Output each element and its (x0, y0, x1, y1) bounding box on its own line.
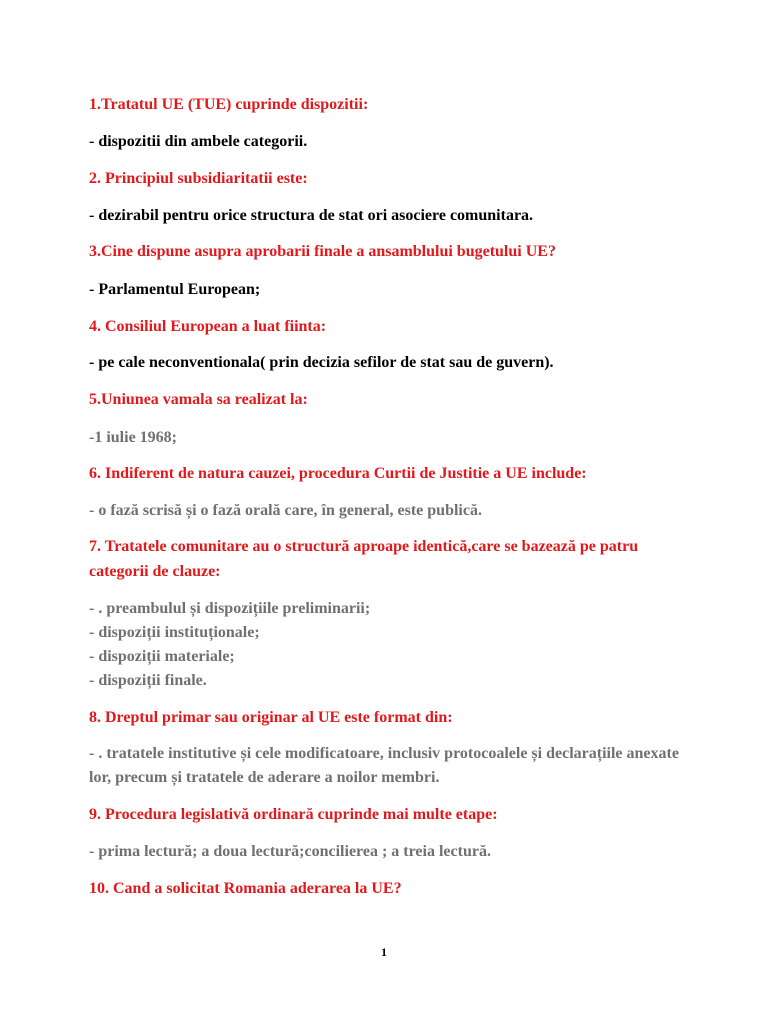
answer-8-line-2: lor, precum și tratatele de aderare a noilor membri. (89, 769, 440, 786)
answer-2: - dezirabil pentru orice structura de stat ori asociere comunitara. (89, 207, 534, 224)
answer-3: - Parlamentul European; (89, 281, 261, 298)
answer-4: - pe cale neconventionala( prin decizia sefilor de stat sau de guvern). (89, 354, 554, 371)
question-6: 6. Indiferent de natura cauzei, procedura Curtii de Justitie a UE include: (89, 465, 587, 482)
answer-5: -1 iulie 1968; (89, 429, 177, 446)
answer-9: - prima lectură; a doua lectură;concilierea ; a treia lectură. (89, 843, 491, 860)
answer-7-item-2: - dispoziții instituționale; (89, 624, 260, 641)
answer-6: - o fază scrisă și o fază orală care, în general, este publică. (89, 502, 482, 519)
answer-7-item-3: - dispoziții materiale; (89, 648, 235, 665)
question-1: 1.Tratatul UE (TUE) cuprinde dispozitii: (89, 96, 369, 113)
page-number: 1 (381, 945, 387, 959)
question-7-line-2: categorii de clauze: (89, 563, 221, 580)
question-2: 2. Principiul subsidiaritatii este: (89, 170, 308, 187)
question-7-line-1: 7. Tratatele comunitare au o structură aproape identică,care se bazează pe patru (89, 538, 639, 555)
question-9: 9. Procedura legislativă ordinară cuprinde mai multe etape: (89, 806, 498, 823)
question-4: 4. Consiliul European a luat fiinta: (89, 318, 327, 335)
answer-1: - dispozitii din ambele categorii. (89, 133, 308, 150)
question-8: 8. Dreptul primar sau originar al UE este format din: (89, 709, 453, 726)
answer-8-line-1: - . tratatele institutive și cele modificatoare, inclusiv protocoalele și declarațiile anexate (89, 745, 679, 762)
answer-7-item-4: - dispoziții finale. (89, 672, 207, 689)
question-3: 3.Cine dispune asupra aprobarii finale a ansamblului bugetului UE? (89, 243, 556, 260)
question-5: 5.Uniunea vamala sa realizat la: (89, 391, 308, 408)
answer-7-item-1: - . preambulul și dispozițiile preliminarii; (89, 600, 371, 617)
question-10: 10. Cand a solicitat Romania aderarea la UE? (89, 880, 402, 897)
